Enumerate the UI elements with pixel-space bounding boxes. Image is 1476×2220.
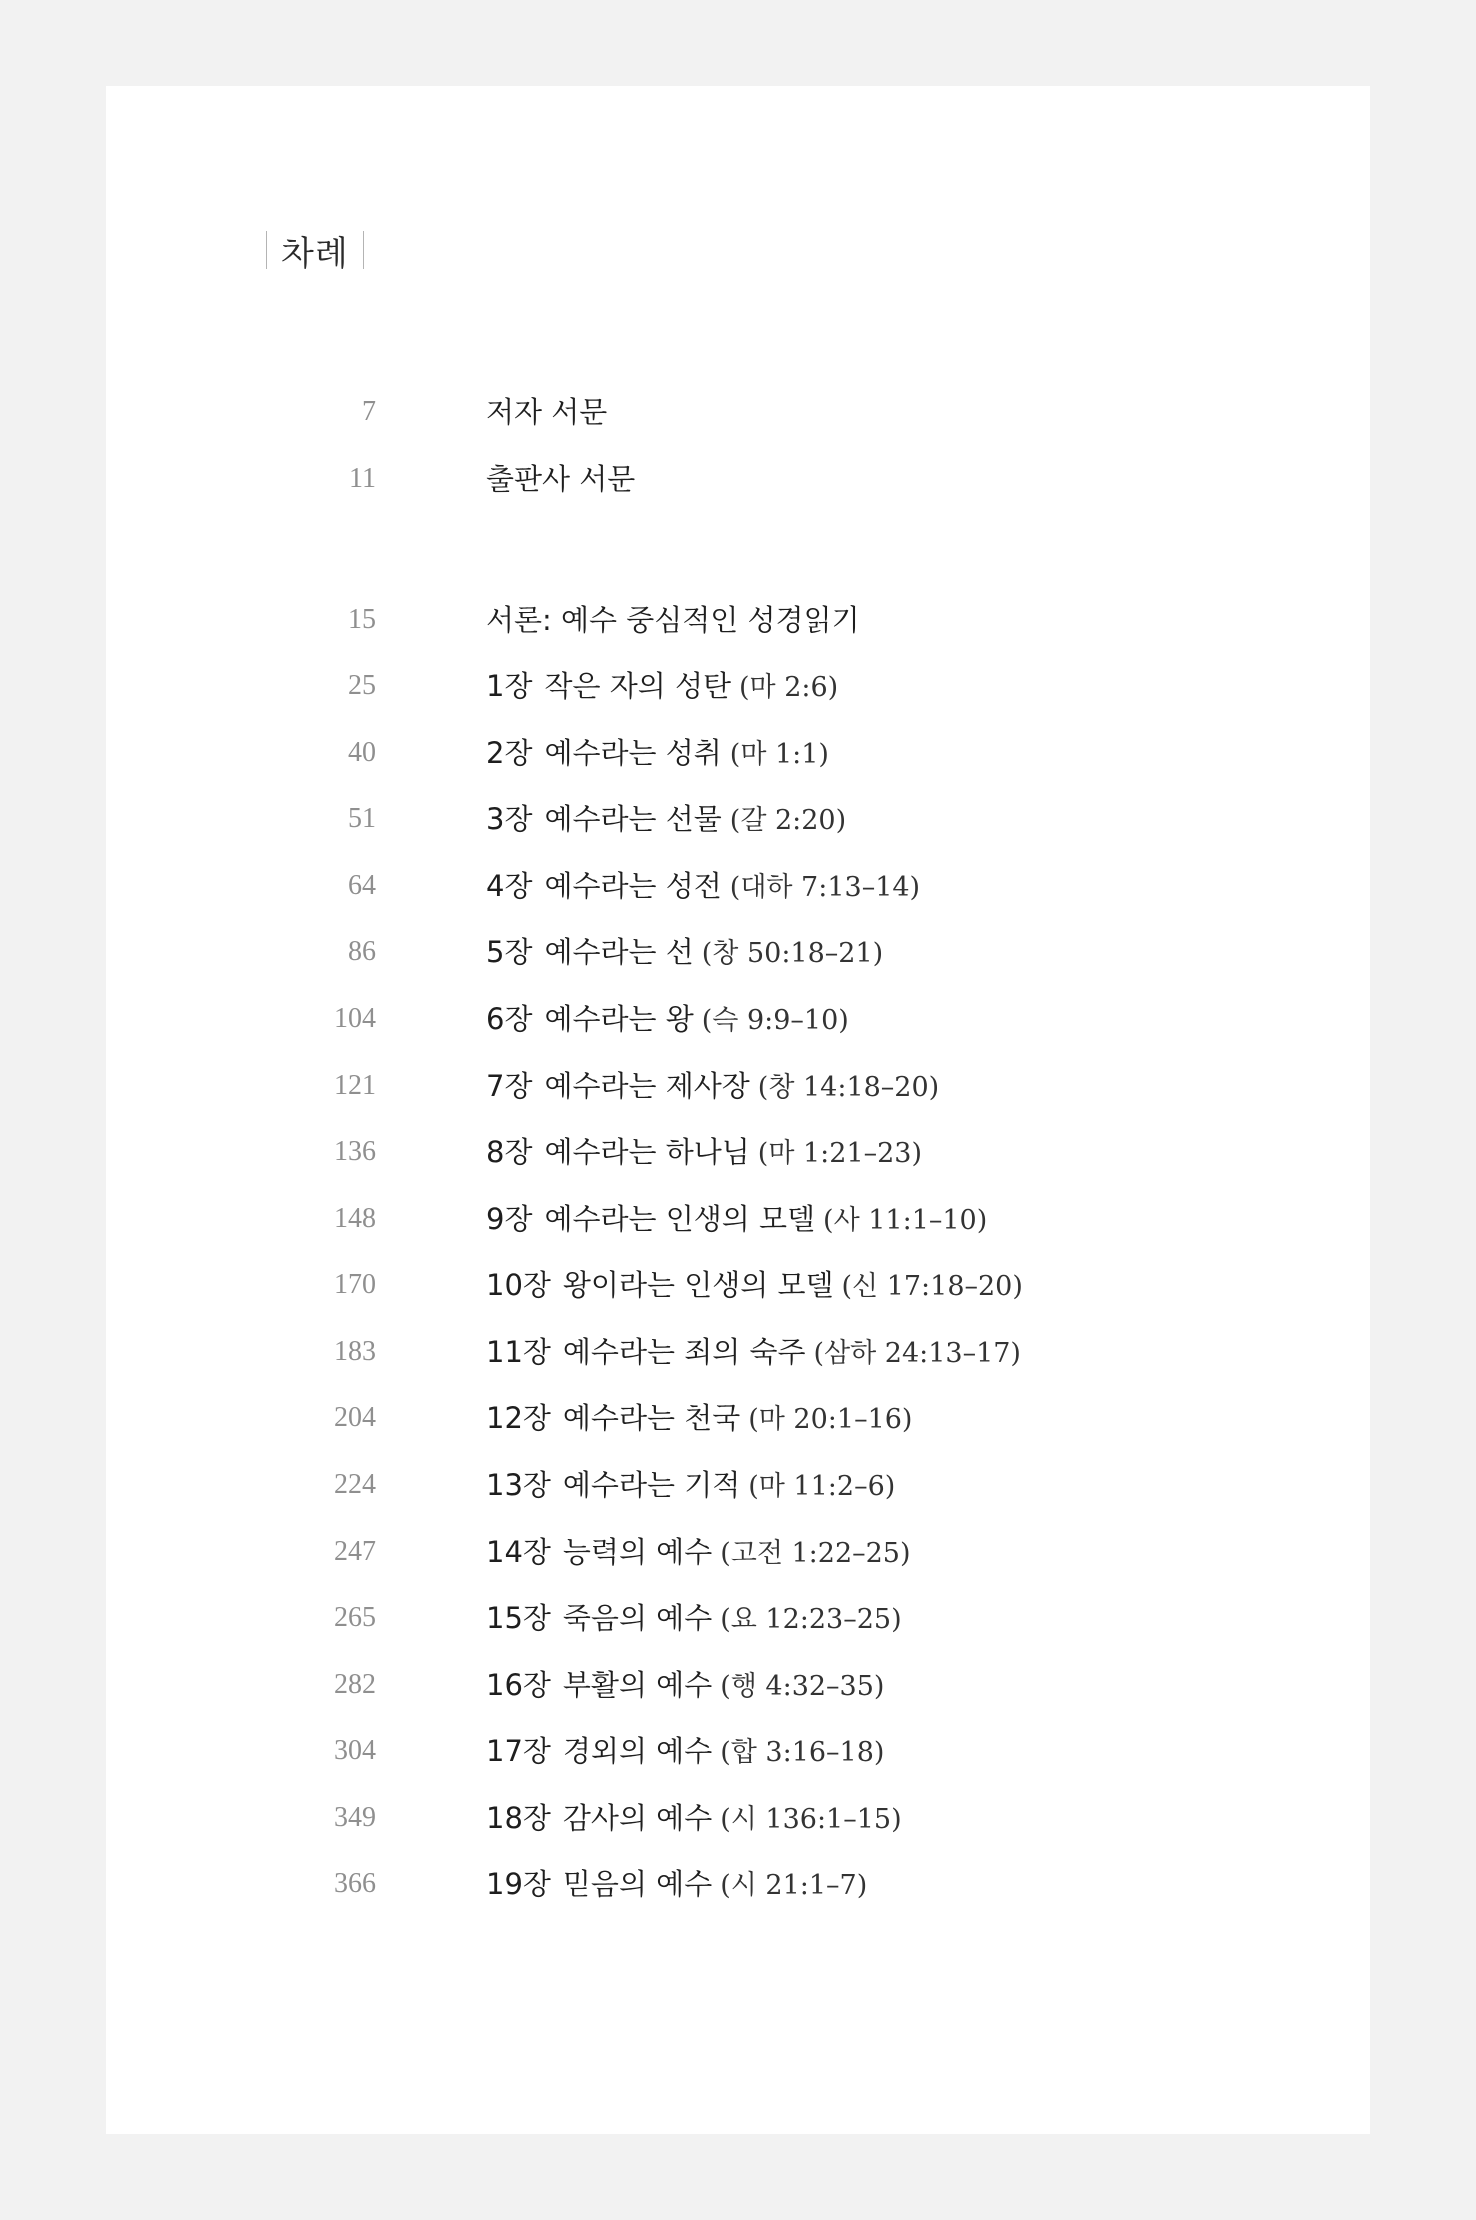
toc-page-number: 7 xyxy=(362,396,376,427)
chapter-title: 예수라는 왕 xyxy=(544,1002,694,1036)
toc-entry xyxy=(106,866,1370,906)
toc-entry xyxy=(106,1265,1370,1305)
toc-page-number: 204 xyxy=(334,1402,376,1433)
chapter-title: 저자 서문 xyxy=(486,395,608,429)
toc-page-number: 104 xyxy=(334,1003,376,1034)
chapter-number: 18장 xyxy=(486,1801,551,1835)
chapter-number: 9장 xyxy=(486,1202,533,1236)
toc-entry-title xyxy=(486,799,846,841)
toc-entry-title xyxy=(486,1731,884,1773)
toc-entry xyxy=(106,1598,1370,1638)
toc-entry-title xyxy=(486,1864,867,1906)
toc-page-number: 25 xyxy=(348,670,376,701)
chapter-number: 14장 xyxy=(486,1535,551,1569)
chapter-title: 예수라는 죄의 숙주 xyxy=(562,1335,806,1369)
chapter-title: 서론: 예수 중심적인 성경읽기 xyxy=(486,603,860,637)
chapter-title: 부활의 예수 xyxy=(562,1668,713,1702)
toc-entry-title xyxy=(486,1199,987,1241)
chapter-number: 12장 xyxy=(486,1401,551,1435)
scripture-reference: (요 12:23–25) xyxy=(720,1604,902,1635)
chapter-title: 예수라는 인생의 모델 xyxy=(544,1202,816,1236)
chapter-number: 11장 xyxy=(486,1335,551,1369)
scripture-reference: (마 11:2–6) xyxy=(748,1471,896,1502)
toc-entry xyxy=(106,1731,1370,1771)
chapter-number: 4장 xyxy=(486,869,533,903)
scripture-reference: (신 17:18–20) xyxy=(841,1271,1023,1302)
toc-entry-title xyxy=(486,1798,902,1840)
scripture-reference: (시 136:1–15) xyxy=(720,1804,902,1835)
toc-entry xyxy=(106,1398,1370,1438)
toc-entry xyxy=(106,1066,1370,1106)
toc-page-number: 247 xyxy=(334,1536,376,1567)
toc-entry-title xyxy=(486,1398,912,1440)
chapter-title: 예수라는 하나님 xyxy=(544,1135,750,1169)
toc-page-number: 170 xyxy=(334,1269,376,1300)
toc-entry-title xyxy=(486,932,883,974)
book-page xyxy=(106,86,1370,2134)
chapter-number: 13장 xyxy=(486,1468,551,1502)
toc-entry xyxy=(106,1332,1370,1372)
toc-entry xyxy=(106,1199,1370,1239)
toc-entry xyxy=(106,799,1370,839)
toc-page-number: 121 xyxy=(334,1070,376,1101)
toc-entry-title xyxy=(486,1665,884,1707)
toc-page-number: 349 xyxy=(334,1802,376,1833)
toc-entry-title xyxy=(486,1598,902,1640)
chapter-number: 5장 xyxy=(486,935,533,969)
toc-entry-title xyxy=(486,1532,911,1574)
scripture-reference: (마 1:21–23) xyxy=(757,1138,923,1169)
toc-page-number: 51 xyxy=(348,803,376,834)
toc-entry-title xyxy=(486,1132,922,1174)
scripture-reference: (행 4:32–35) xyxy=(720,1671,885,1702)
toc-entry-title xyxy=(486,600,860,640)
toc-entry-title xyxy=(486,999,849,1041)
chapter-title: 예수라는 기적 xyxy=(562,1468,741,1502)
chapter-title: 예수라는 선물 xyxy=(544,802,722,836)
scripture-reference: (고전 1:22–25) xyxy=(720,1538,911,1569)
chapter-title: 예수라는 선 xyxy=(544,935,694,969)
toc-page-number: 64 xyxy=(348,870,376,901)
toc-entry xyxy=(106,1532,1370,1572)
toc-page-number: 11 xyxy=(349,463,376,494)
chapter-number: 8장 xyxy=(486,1135,533,1169)
chapter-title: 예수라는 성전 xyxy=(544,869,722,903)
toc-entry xyxy=(106,392,1370,432)
scripture-reference: (창 14:18–20) xyxy=(757,1072,940,1103)
toc-page-number: 183 xyxy=(334,1336,376,1367)
toc-page-number: 86 xyxy=(348,936,376,967)
scripture-reference: (갈 2:20) xyxy=(729,805,847,836)
scripture-reference: (창 50:18–21) xyxy=(701,938,884,969)
toc-entry xyxy=(106,1465,1370,1505)
toc-entry-title xyxy=(486,392,607,432)
scripture-reference: (시 21:1–7) xyxy=(720,1870,868,1901)
scripture-reference: (삼하 24:13–17) xyxy=(813,1338,1021,1369)
chapter-number: 17장 xyxy=(486,1734,551,1768)
toc-entry-title xyxy=(486,1265,1023,1307)
toc-entry xyxy=(106,733,1370,773)
toc-entry xyxy=(106,1864,1370,1904)
toc-page-number: 366 xyxy=(334,1868,376,1899)
chapter-number: 7장 xyxy=(486,1069,533,1103)
toc-page-number: 136 xyxy=(334,1136,376,1167)
scripture-reference: (마 2:6) xyxy=(739,672,839,703)
toc-page-number: 304 xyxy=(334,1735,376,1766)
chapter-number: 10장 xyxy=(486,1268,551,1302)
toc-entry xyxy=(106,459,1370,499)
toc-title: 차례 xyxy=(281,233,349,274)
toc-page-number: 224 xyxy=(334,1469,376,1500)
toc-entry-title xyxy=(486,733,829,775)
chapter-number: 15장 xyxy=(486,1601,551,1635)
chapter-number: 3장 xyxy=(486,802,533,836)
chapter-title: 감사의 예수 xyxy=(562,1801,713,1835)
toc-entry xyxy=(106,666,1370,706)
chapter-number: 1장 xyxy=(486,669,533,703)
toc-entry xyxy=(106,1798,1370,1838)
toc-page-number: 265 xyxy=(334,1602,376,1633)
toc-entry xyxy=(106,999,1370,1039)
toc-entry-title xyxy=(486,866,920,908)
chapter-number: 16장 xyxy=(486,1668,551,1702)
toc-list xyxy=(106,86,1370,2134)
toc-entry-title xyxy=(486,459,635,499)
toc-page-number: 148 xyxy=(334,1203,376,1234)
toc-entry xyxy=(106,1132,1370,1172)
chapter-title: 경외의 예수 xyxy=(562,1734,713,1768)
chapter-title: 작은 자의 성탄 xyxy=(544,669,731,703)
chapter-title: 왕이라는 인생의 모델 xyxy=(562,1268,834,1302)
scripture-reference: (마 20:1–16) xyxy=(748,1404,913,1435)
scripture-reference: (합 3:16–18) xyxy=(720,1737,885,1768)
chapter-title: 믿음의 예수 xyxy=(562,1867,713,1901)
toc-page-number: 282 xyxy=(334,1669,376,1700)
chapter-title: 죽음의 예수 xyxy=(562,1601,713,1635)
scripture-reference: (대하 7:13–14) xyxy=(729,872,921,903)
toc-entry xyxy=(106,600,1370,640)
toc-entry-title xyxy=(486,666,838,708)
chapter-title: 예수라는 천국 xyxy=(562,1401,741,1435)
toc-page-number: 40 xyxy=(348,737,376,768)
chapter-number: 2장 xyxy=(486,736,533,770)
chapter-number: 6장 xyxy=(486,1002,533,1036)
chapter-title: 출판사 서문 xyxy=(486,462,636,496)
toc-entry xyxy=(106,1665,1370,1705)
toc-entry xyxy=(106,932,1370,972)
scripture-reference: (마 1:1) xyxy=(729,739,829,770)
toc-entry-title xyxy=(486,1465,895,1507)
toc-entry-title xyxy=(486,1066,939,1108)
chapter-number: 19장 xyxy=(486,1867,551,1901)
chapter-title: 예수라는 성취 xyxy=(544,736,722,770)
scripture-reference: (사 11:1–10) xyxy=(823,1205,988,1236)
chapter-title: 예수라는 제사장 xyxy=(544,1069,750,1103)
toc-entry-title xyxy=(486,1332,1021,1374)
toc-page-number: 15 xyxy=(348,604,376,635)
chapter-title: 능력의 예수 xyxy=(562,1535,713,1569)
scripture-reference: (슥 9:9–10) xyxy=(701,1005,849,1036)
